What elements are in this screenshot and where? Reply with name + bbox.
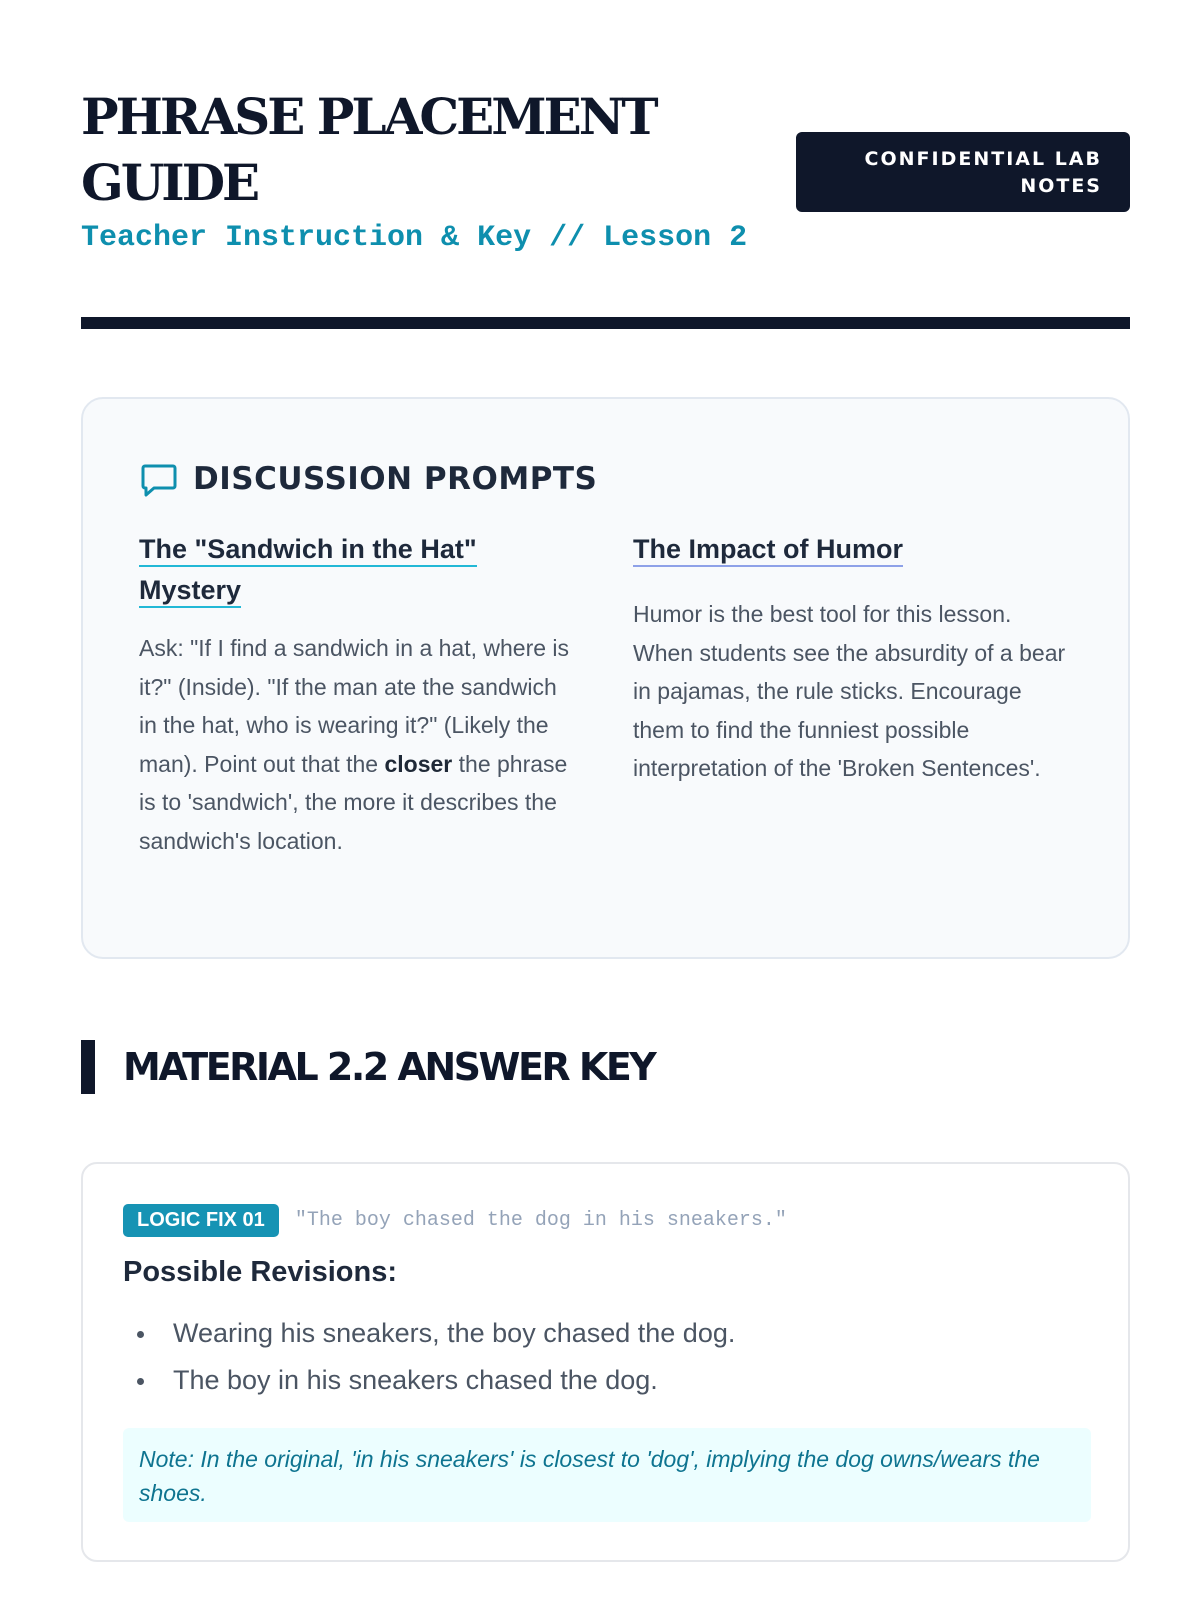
original-sentence: "The boy chased the dog in his sneakers.": [294, 1209, 787, 1232]
logic-fix-tag: LOGIC FIX 01: [123, 1204, 279, 1237]
answer-note: Note: In the original, 'in his sneakers' is closest to 'dog', implying the dog owns/wears the shoes.: [123, 1428, 1091, 1522]
page-title: PHRASE PLACEMENT GUIDE: [81, 87, 656, 212]
revisions-label: Possible Revisions:: [123, 1256, 397, 1288]
prompt-column-sandwich: [139, 529, 579, 860]
emphasis-closer: closer: [384, 750, 453, 777]
page-header: [81, 84, 1130, 254]
answer-tag-row: [123, 1204, 787, 1237]
prompt-body: Humor is the best tool for this lesson. When students see the absurdity of a bear in pajamas, the rule sticks. Encourage them to find the funniest possible interpretation of the 'Broken Sentences'.: [633, 601, 1066, 781]
revisions-list: [123, 1310, 735, 1404]
prompt-body: Ask: "If I find a sandwich in a hat, where is it?" (Inside). "If the man ate the sandwich in the hat, who is wearing it?" (Likely the man). Point out that the closer the phrase is to 'sandwich', the more it describes the sandwich's location.: [139, 635, 570, 854]
header-divider: [81, 317, 1130, 329]
list-item: The boy in his sneakers chased the dog.: [123, 1357, 735, 1404]
page-subtitle: Teacher Instruction & Key // Lesson 2: [81, 221, 748, 255]
section-accent-bar: [81, 1040, 95, 1094]
list-item: Wearing his sneakers, the boy chased the dog.: [123, 1310, 735, 1357]
prompt-column-humor: [633, 529, 1073, 788]
confidential-badge: CONFIDENTIAL LAB NOTES: [796, 132, 1130, 212]
prompt-title: The Impact of Humor: [633, 529, 1073, 570]
answer-key-heading: [81, 1040, 654, 1094]
chat-bubble-icon: [139, 459, 179, 499]
discussion-prompts-card: [81, 397, 1130, 959]
prompt-title: The "Sandwich in the Hat" Mystery: [139, 529, 579, 611]
section-title: MATERIAL 2.2 ANSWER KEY: [123, 1045, 655, 1089]
discussion-title: DISCUSSION PROMPTS: [193, 461, 598, 497]
discussion-header: [139, 459, 597, 499]
answer-card: [81, 1162, 1130, 1562]
